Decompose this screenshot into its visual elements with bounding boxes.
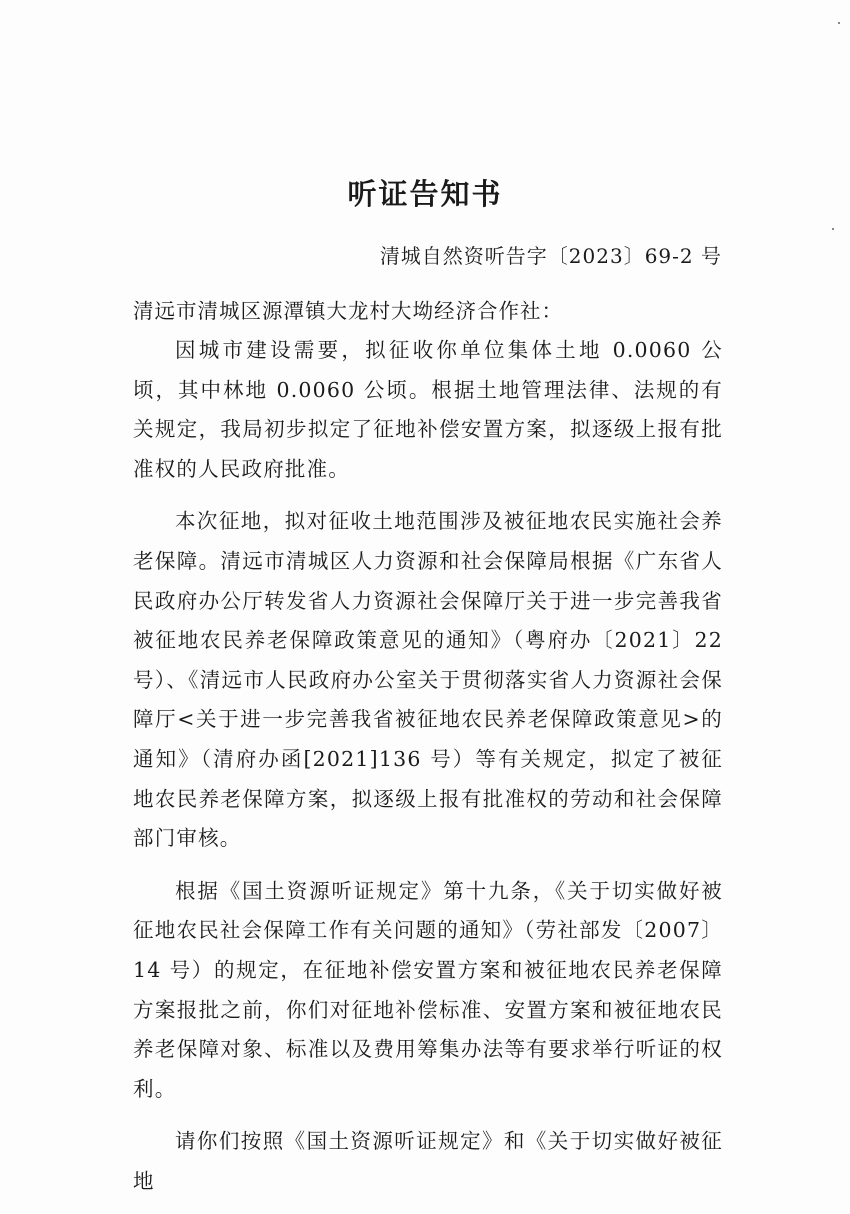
addressee: 清远市清城区源潭镇大龙村大坳经济合作社： [133,299,563,323]
paragraph-3: 根据《国土资源听证规定》第十九条，《关于切实做好被征地农民社会保障工作有关问题的通知》（劳社部发〔2007〕14 号）的规定，在征地补偿安置方案和被征地农民养老保障方案报批之前，你们对征地补偿标准、安置方案和被征地农民养老保障对象、标准以及费用筹集办法等有要求举行听证的权利。 [133,878,723,1101]
document-body [133,292,723,1214]
paragraph-2: 本次征地，拟对征收土地范围涉及被征地农民实施社会养老保障。清远市清城区人力资源和社会保障局根据《广东省人民政府办公厅转发省人力资源社会保障厅关于进一步完善我省被征地农民养老保障政策意见的通知》（粤府办〔2021〕22 号）、《清远市人民政府办公室关于贯彻落实省人力资源社会保障厅<关于进一步完善我省被征地农民养老保障政策意见>的通知》（清府办函[2021]136 号）等有关规定，拟定了被征地农民养老保障方案，拟逐级上报有批准权的劳动和社会保障部门审核。 [133,509,723,851]
paragraph-4: 请你们按照《国土资源听证规定》和《关于切实做好被征地 [133,1129,723,1193]
document-number: 清城自然资听告字〔2023〕69-2 号 [379,244,722,268]
paragraph-1: 因城市建设需要，拟征收你单位集体土地 0.0060 公顷，其中林地 0.0060 公顷。根据土地管理法律、法规的有关规定，我局初步拟定了征地补偿安置方案，拟逐级上报有批准权的人民政府批准。 [133,338,723,481]
document-title: 听证告知书 [347,177,503,211]
scan-speck [832,228,834,230]
scan-speck [838,22,840,24]
